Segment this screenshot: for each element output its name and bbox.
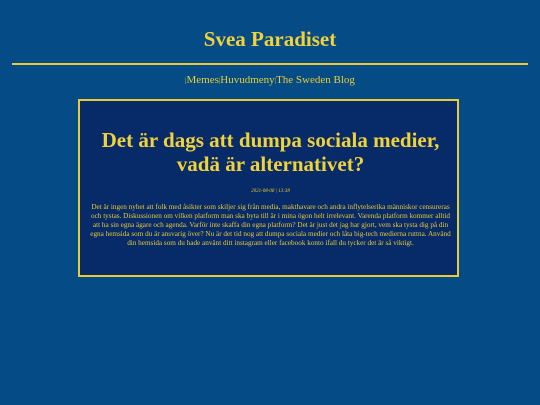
post-date: 2021-08-08 | 13:38: [251, 189, 290, 194]
header-divider: [12, 63, 528, 65]
nav-separator: |: [218, 76, 221, 85]
post-title[interactable]: [80, 128, 461, 176]
post-body: Det är ingen nyhet att folk med åsikter som skiljer sig från media, makthavare och andra inflytelserika människor censureras och tystas. Diskussionen om vilken platform man ska byta till är i mina ögon helt irrelevant. Varenda platform kommer alltid att ha sin egna ägare och agenda. Varför inte skaffa din egna platform? Det är just det jag har gjort, vem ska tysta dig på din egna hemsida som du är ansvarig över? Nu är det tid nog att dumpa sociala medier och låta big-tech medierna ruttna. Använd din hemsida som du hade använt ditt instagram eller facebook konto ifall du tycker det är så viktigt.: [90, 203, 451, 248]
nav-link-huvudmeny[interactable]: Huvudmeny: [220, 74, 275, 86]
nav-link-the-sweden-blog[interactable]: The Sweden Blog: [276, 74, 355, 86]
nav-link-memes[interactable]: Memes: [186, 74, 219, 86]
post-title-line-2[interactable]: vadä är alternativet?: [176, 152, 365, 176]
nav-separator: |: [185, 76, 187, 85]
main-nav: [0, 73, 540, 87]
site-title-link[interactable]: Svea Paradiset: [203, 27, 337, 51]
blog-post-card: [78, 99, 459, 277]
nav-separator: |: [274, 76, 277, 85]
post-title-line-1[interactable]: Det är dags att dumpa sociala medier,: [101, 128, 440, 152]
